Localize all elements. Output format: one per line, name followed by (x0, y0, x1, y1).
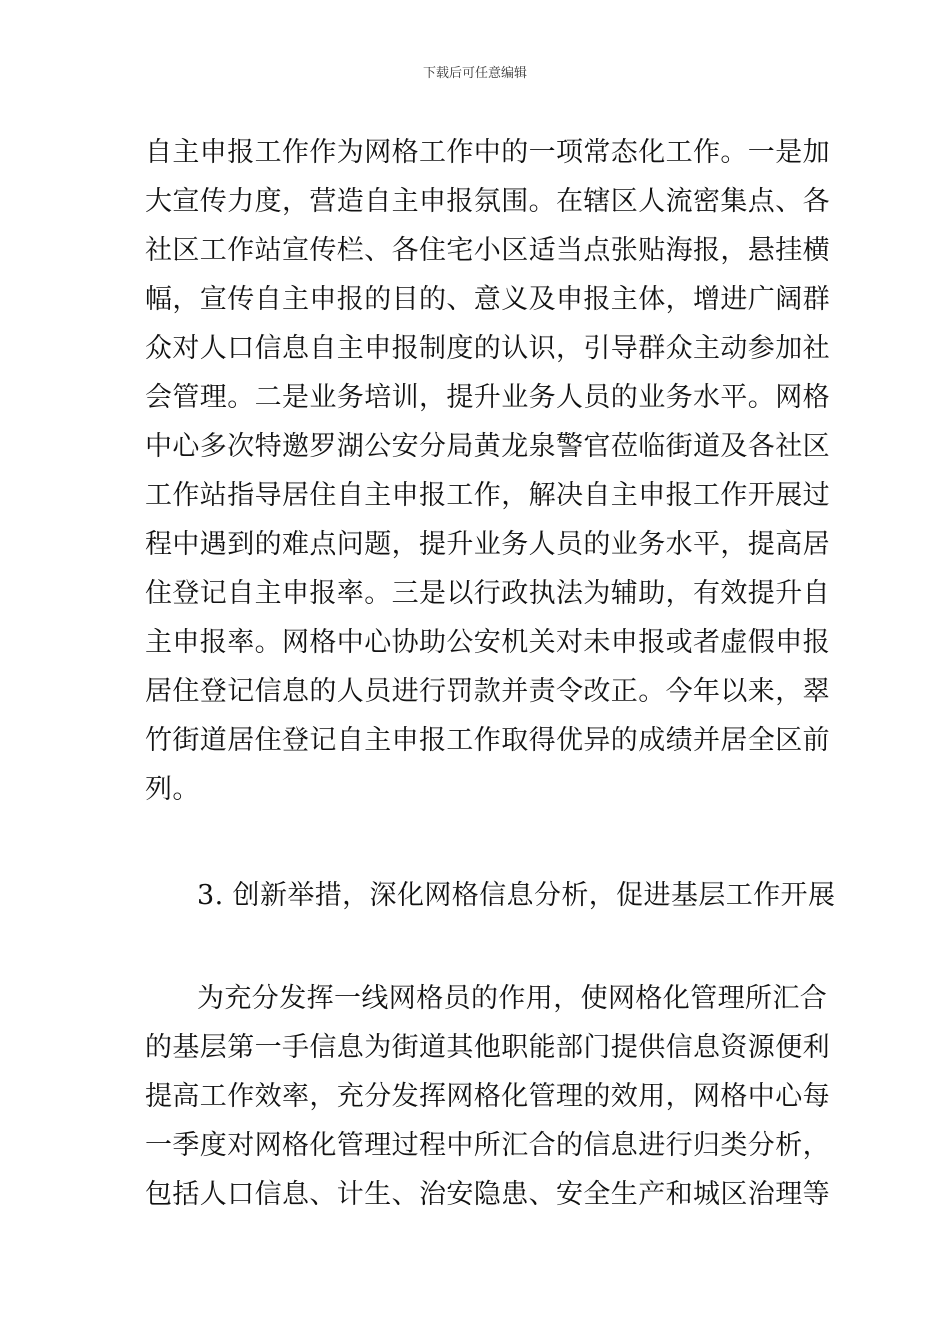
paragraph-line: 的基层第一手信息为街道其他职能部门提供信息资源便利 (145, 1032, 830, 1063)
paragraph-line: 大宣传力度，营造自主申报氛围。在辖区人流密集点、各 (145, 186, 830, 217)
page-header: 下载后可任意编辑 (422, 66, 527, 81)
paragraph-line: 自主申报工作作为网格工作中的一项常态化工作。一是加 (145, 137, 830, 168)
paragraph-line: 为充分发挥一线网格员的作用，使网格化管理所汇合 (197, 983, 828, 1014)
paragraph-line: 一季度对网格化管理过程中所汇合的信息进行归类分析， (145, 1130, 830, 1161)
paragraph-line: 程中遇到的难点问题，提升业务人员的业务水平，提高居 (145, 529, 830, 560)
paragraph-line: 竹街道居住登记自主申报工作取得优异的成绩并居全区前 (145, 725, 830, 756)
paragraph-line: 提高工作效率，充分发挥网格化管理的效用，网格中心每 (145, 1081, 830, 1112)
body-paragraph-2 (145, 974, 830, 1219)
paragraph-line: 幅，宣传自主申报的目的、意义及申报主体，增进广阔群 (145, 284, 830, 315)
section-heading (145, 871, 836, 920)
paragraph-line: 包括人口信息、计生、治安隐患、安全生产和城区治理等 (145, 1179, 830, 1210)
paragraph-line: 会管理。二是业务培训，提升业务人员的业务水平。网格 (145, 382, 830, 413)
section-heading-text: 3. 创新举措，深化网格信息分析，促进基层工作开展 (197, 880, 836, 911)
body-paragraph-1 (145, 128, 830, 814)
paragraph-line: 主申报率。网格中心协助公安机关对未申报或者虚假申报 (145, 627, 830, 658)
paragraph-line: 列。 (145, 774, 200, 805)
paragraph-line: 住登记自主申报率。三是以行政执法为辅助，有效提升自 (145, 578, 830, 609)
paragraph-line: 社区工作站宣传栏、各住宅小区适当点张贴海报，悬挂横 (145, 235, 830, 266)
paragraph-line: 中心多次特邀罗湖公安分局黄龙泉警官莅临街道及各社区 (145, 431, 830, 462)
paragraph-line: 工作站指导居住自主申报工作，解决自主申报工作开展过 (145, 480, 830, 511)
paragraph-line: 居住登记信息的人员进行罚款并责令改正。今年以来，翠 (145, 676, 830, 707)
paragraph-line: 众对人口信息自主申报制度的认识，引导群众主动参加社 (145, 333, 830, 364)
